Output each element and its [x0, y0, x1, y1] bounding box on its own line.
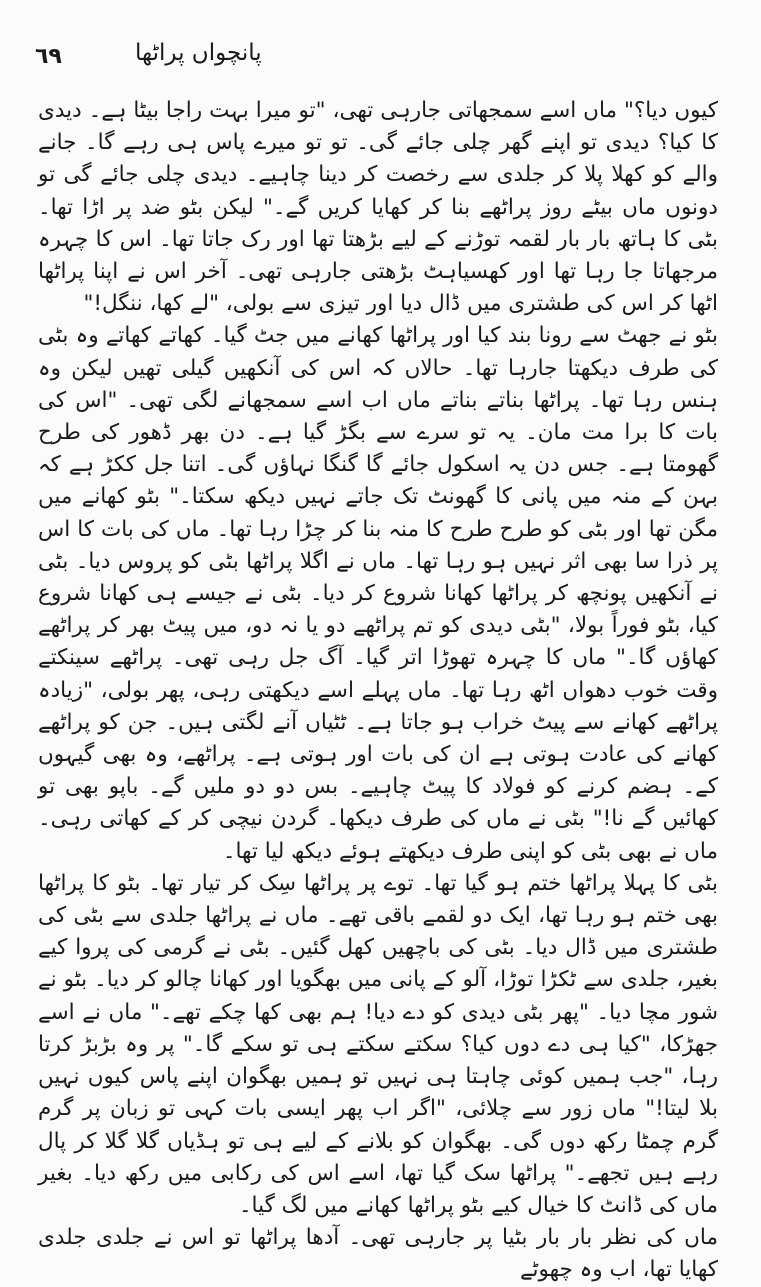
body-text [38, 95, 718, 1287]
paragraph: بٹو نے جھٹ سے رونا بند کیا اور پراٹھا کھانے میں جٹ گیا۔ کھاتے کھاتے وہ بٹی کی طرف دیکھتا جارہا تھا۔ حالاں کہ اس کی آنکھیں گیلی تھیں لیکن وہ ہنس رہا تھا۔ پراٹھا بناتے بناتے ماں اب اسے سمجھانے لگی تھی۔ "اس کی بات کا برا مت مان۔ یہ تو سرے سے بگڑ گیا ہے۔ دن بھر ڈھور کی طرح گھومتا ہے۔ جس دن یہ اسکول جائے گا گنگا نہاؤں گی۔ اتنا جل ککڑ ہے کہ بہن کے منہ میں پانی کا گھونٹ تک جاتے نہیں دیکھ سکتا۔" بٹو کھانے میں مگن تھا اور بٹی کو طرح طرح کا منہ بنا کر چڑا رہا تھا۔ ماں کی بات کا اس پر ذرا سا بھی اثر نہیں ہو رہا تھا۔ ماں نے اگلا پراٹھا بٹی کو پروس دیا۔ بٹی نے آنکھیں پونچھ کر پراٹھا کھانا شروع کر دیا۔ بٹی نے جیسے ہی کھانا شروع کیا، بٹو فوراً بولا، "بٹی دیدی کو تم پراٹھے دو یا نہ دو، میں پیٹ بھر کر پراٹھے کھاؤں گا۔" ماں کا چہرہ تھوڑا اتر گیا۔ آگ جل رہی تھی۔ پراٹھے سینکتے وقت خوب دھواں اٹھ رہا تھا۔ ماں پہلے اسے دیکھتی رہی، پھر بولی، "زیادہ پراٹھے کھانے سے پیٹ خراب ہو جاتا ہے۔ ٹٹیاں آنے لگتی ہیں۔ جن کو پراٹھے کھانے کی عادت ہوتی ہے ان کی بات اور ہوتی ہے۔ پراٹھے، وہ بھی گیہوں کے۔ ہضم کرنے کو فولاد کا پیٹ چاہیے۔ بس دو دو ملیں گے۔ باپو بھی تو کھائیں گے نا!" بٹی نے ماں کی طرف دیکھا۔ گردن نیچی کر کے کھاتی رہی۔ ماں نے بھی بٹی کو اپنی طرف دیکھتے ہوئے دیکھ لیا تھا۔ [38, 323, 718, 864]
paragraph: ماں کی نظر بار بار بٹیا پر جارہی تھی۔ آدھا پراٹھا تو اس نے جلدی جلدی کھایا تھا، اب وہ چھوٹے [38, 1225, 718, 1283]
page-header [35, 40, 721, 80]
paragraph: کیوں دیا؟" ماں اسے سمجھاتی جارہی تھی، "تو میرا بہت راجا بیٹا ہے۔ دیدی کا کیا؟ دیدی تو اپنے گھر چلی جائے گی۔ تو تو میرے پاس ہی رہے گا۔ جانے والے کو کھلا پلا کر جلدی سے رخصت کر دینا چاہیے۔ دیدی چلی جائے گی تو دونوں ماں بیٹے روز پراٹھے بنا کر کھایا کریں گے۔" لیکن بٹو ضد پر اڑا تھا۔ بٹی کا ہاتھ بار بار لقمہ توڑنے کے لیے بڑھتا تھا اور رک جاتا تھا۔ اس کا چہرہ مرجھاتا جا رہا تھا اور کھسیاہٹ بڑھتی جارہی تھی۔ آخر اس نے اپنا پراٹھا اٹھا کر اس کی طشتری میں ڈال دیا اور تیزی سے بولی، "لے کھا، ننگل!" [38, 98, 718, 317]
paragraph: بٹی کا پہلا پراٹھا ختم ہو گیا تھا۔ توے پر پراٹھا سِک کر تیار تھا۔ بٹو کا پراٹھا بھی ختم ہو رہا تھا، ایک دو لقمے باقی تھے۔ ماں نے پراٹھا جلدی سے بٹی کی طشتری میں ڈال دیا۔ بٹی کی باچھیں کھل گئیں۔ بٹی نے گرمی کی پروا کیے بغیر، جلدی سے ٹکڑا توڑا، آلو کے پانی میں بھگویا اور کھانا چالو کر دیا۔ بٹو نے شور مچا دیا۔ "پھر بٹی دیدی کو دے دیا! ہم بھی کھا چکے تھے۔" ماں نے اسے جھڑکا، "کیا ہی دے دوں کیا؟ سکتے سکتے ہی تو سکے گا۔" پر وہ بڑبڑ کرتا رہا، "جب ہمیں کوئی چاہتا ہی نہیں تو ہمیں بھگوان اپنے پاس کیوں نہیں بلا لیتا!" ماں زور سے چلائی، "اگر اب پھر ایسی بات کہی تو زبان پر گرم گرم چمٹا رکھ دوں گی۔ بھگوان کو بلانے کے لیے ہی تو ہڈیاں گلا گلا کر پال رہے ہیں تجھے۔" پراٹھا سک گیا تھا، اسے اس کی رکابی میں رکھ دیا۔ بغیر ماں کی ڈانٹ کا خیال کیے بٹو پراٹھا کھانے میں لگ گیا۔ [38, 870, 718, 1218]
running-title: پانچواں پراٹھا [135, 40, 262, 66]
page-number: ٦٩ [35, 44, 62, 69]
